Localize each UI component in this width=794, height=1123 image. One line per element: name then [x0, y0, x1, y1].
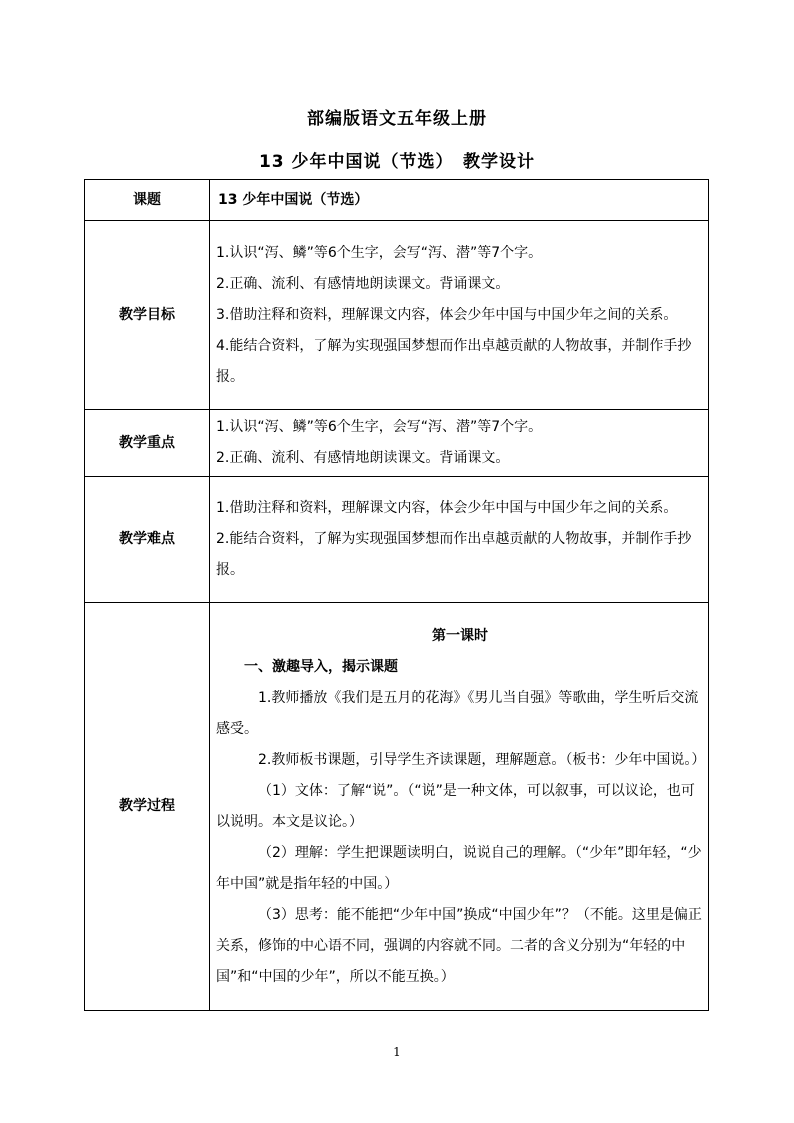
row-goals	[85, 221, 709, 410]
row-difficulties	[85, 477, 709, 603]
goal-item: 4.能结合资料，了解为实现强国梦想而作出卓越贡献的人物故事，并制作手抄报。	[216, 337, 692, 385]
process-paragraph: 2.教师板书课题，引导学生齐读课题，理解题意。（板书：少年中国说。）	[258, 751, 706, 768]
difficulties-content	[210, 477, 709, 603]
process-paragraph: （3）思考：能不能把“少年中国”换成“中国少年”？（不能。这里是偏正关系，修饰的中心语不同，强调的内容就不同。二者的含义分别为“年轻的中国”和“中国的少年”，所以不能互换。）	[216, 906, 702, 985]
row-key-points	[85, 410, 709, 477]
process-paragraph: （2）理解：学生把课题读明白，说说自己的理解。（“少年”即年轻，“少年中国”就是指年轻的中国。）	[216, 844, 702, 892]
difficulty-item: 1.借助注释和资料，理解课文内容，体会少年中国与中国少年之间的关系。	[216, 500, 678, 516]
lesson-heading: 第一课时	[432, 627, 488, 644]
key-points-content	[210, 410, 709, 477]
goals-label: 教学目标	[85, 221, 210, 410]
goal-item: 1.认识“泻、鳞”等6个生字，会写“泻、潜”等7个字。	[216, 244, 543, 261]
page-number: 1	[393, 1045, 401, 1059]
doc-subtitle: 13 少年中国说（节选） 教学设计	[258, 152, 536, 172]
goal-item: 2.正确、流利、有感情地朗读课文。背诵课文。	[216, 275, 510, 292]
topic-value: 13 少年中国说（节选）	[210, 180, 709, 221]
section-heading: 一、激趣导入，揭示课题	[244, 658, 398, 675]
process-content	[210, 603, 709, 1011]
lesson-plan-table	[84, 179, 709, 1011]
difficulty-item: 2.能结合资料，了解为实现强国梦想而作出卓越贡献的人物故事，并制作手抄报。	[216, 531, 692, 578]
key-point-item: 1.认识“泻、鳞”等6个生字，会写“泻、潜”等7个字。	[216, 419, 543, 435]
goals-content	[210, 221, 709, 410]
key-point-item: 2.正确、流利、有感情地朗读课文。背诵课文。	[216, 450, 510, 466]
process-paragraph: （1）文体：了解“说”。（“说”是一种文体，可以叙事，可以议论，也可以说明。本文是议论。）	[216, 782, 695, 830]
goal-item: 3.借助注释和资料，理解课文内容，体会少年中国与中国少年之间的关系。	[216, 306, 678, 323]
process-paragraph: 1.教师播放《我们是五月的花海》《男儿当自强》等歌曲，学生听后交流感受。	[216, 689, 699, 737]
row-process	[85, 603, 709, 1011]
row-topic	[85, 180, 709, 221]
key-points-label: 教学重点	[85, 410, 210, 477]
process-label: 教学过程	[85, 603, 210, 1011]
difficulties-label: 教学难点	[85, 477, 210, 603]
topic-label: 课题	[85, 180, 210, 221]
doc-title: 部编版语文五年级上册	[307, 109, 487, 129]
